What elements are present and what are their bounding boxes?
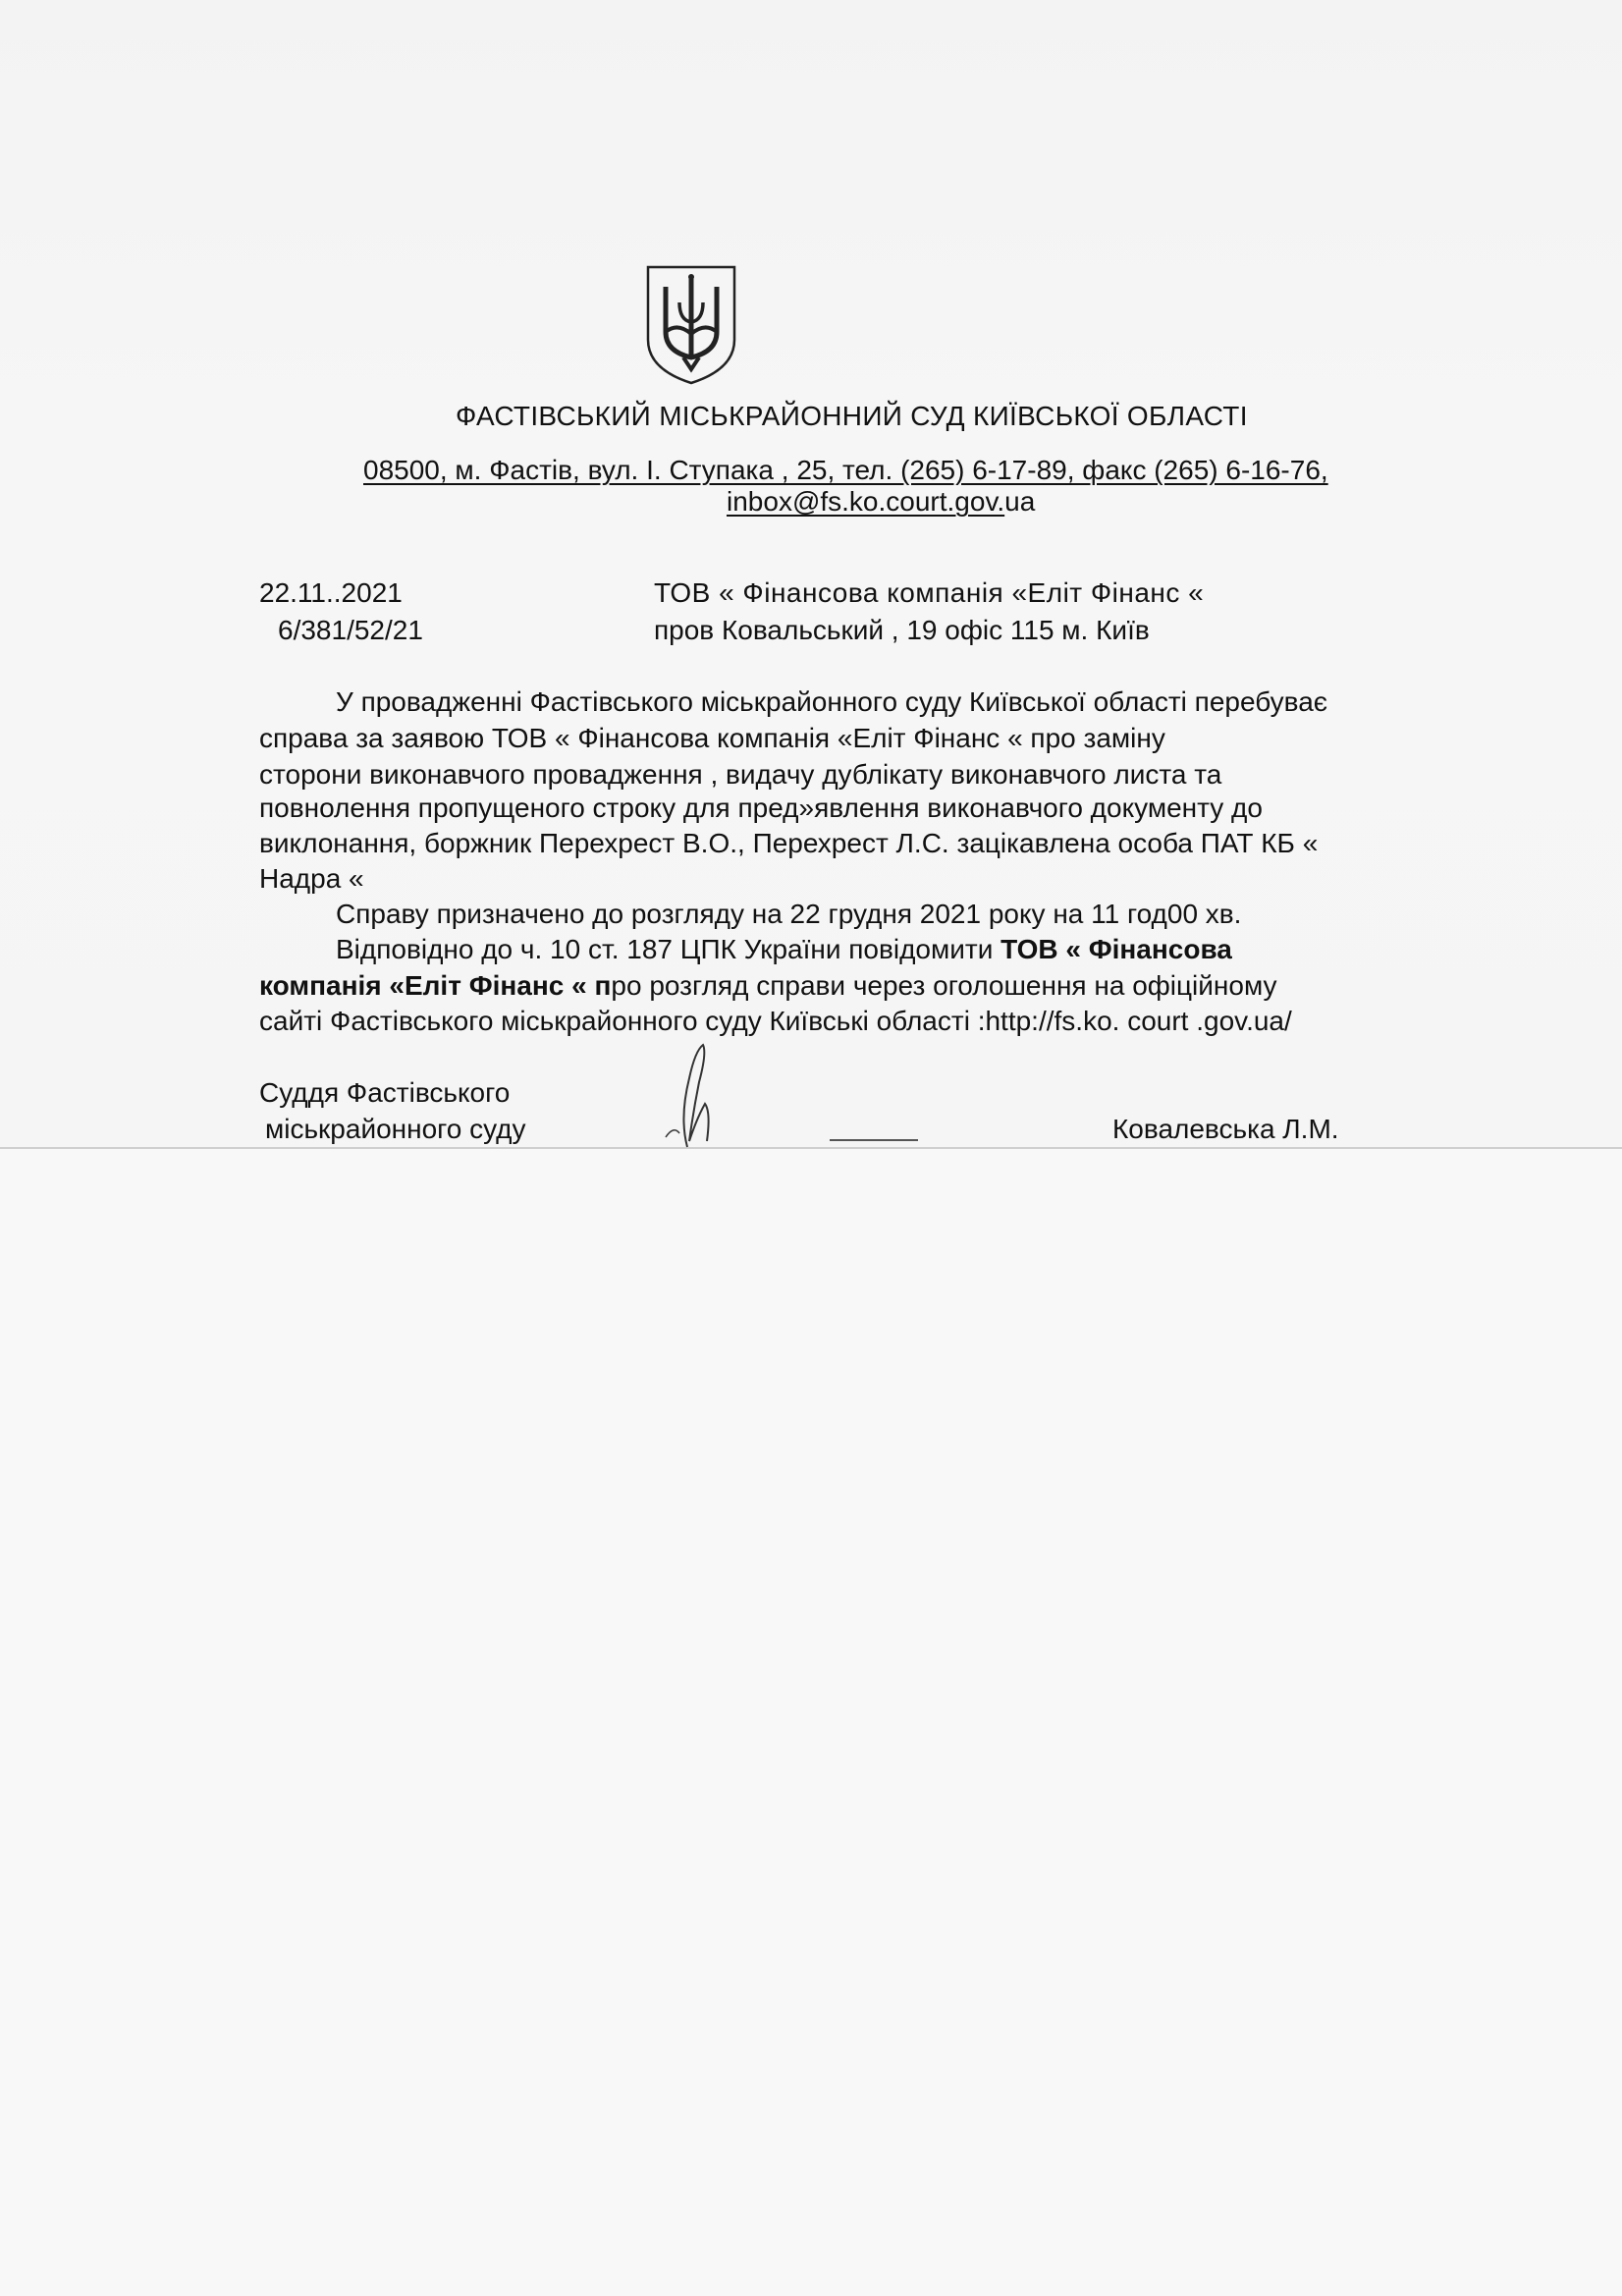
court-address: 08500, м. Фастів, вул. І. Ступака , 25, тел. (265) 6-17-89, факс (265) 6-16-76,: [363, 455, 1328, 485]
recipient-address: пров Ковальський , 19 офіс 115 м. Київ: [654, 615, 1150, 645]
body-line: Надра «: [259, 863, 364, 894]
notice-bold-p: п: [594, 970, 612, 1001]
blank-page-area: [0, 1149, 1622, 2296]
body-line: виклонання, боржник Перехрест В.О., Перехрест Л.С. зацікавлена особа ПАТ КБ «: [259, 828, 1319, 858]
notice-bold-company: компанія «Еліт Фінанс «: [259, 970, 587, 1001]
trident-coat-of-arms-icon: [644, 263, 738, 385]
body-line: сторони виконавчого провадження , видачу дублікату виконавчого листа та: [259, 759, 1222, 790]
notice-bold-tov: ТОВ « Фінансова: [1000, 934, 1232, 964]
judge-title-line2: міськрайонного суду: [265, 1114, 526, 1144]
judge-name: Ковалевська Л.М.: [1112, 1114, 1339, 1144]
body-line: У провадженні Фастівського міськрайонного суду Київської області перебуває: [336, 686, 1328, 717]
body-line: справа за заявою ТОВ « Фінансова компанія «Еліт Фінанс « про заміну: [259, 723, 1165, 753]
handwritten-signature-icon: [660, 1039, 729, 1149]
court-email-underlined: inbox@fs.ko.court.gov.: [727, 486, 1005, 517]
judge-title-line1: Суддя Фастівського: [259, 1077, 511, 1108]
court-email: [727, 485, 1035, 519]
notice-line-text: Відповідно до ч. 10 ст. 187 ЦПК України повідомити: [336, 934, 994, 964]
hearing-date-line: Справу призначено до розгляду на 22 грудня 2021 року на 11 год00 хв.: [336, 899, 1242, 929]
signature-line: [830, 1139, 918, 1141]
body-line: повнолення пропущеного строку для пред»явлення виконавчого документу до: [259, 793, 1263, 823]
website-line: сайті Фастівського міськрайонного суду Київські області :http://fs.ko. court .gov.ua/: [259, 1006, 1292, 1036]
recipient-name: ТОВ « Фінансова компанія «Еліт Фінанс «: [654, 577, 1205, 608]
court-email-tail: ua: [1004, 486, 1036, 517]
notice-after-bold: ро розгляд справи через оголошення на офіційному: [611, 970, 1277, 1001]
notice-line-2: [259, 969, 1277, 1003]
notice-line: [336, 933, 1232, 966]
case-number: 6/381/52/21: [278, 615, 423, 645]
court-name-heading: ФАСТІВСЬКИЙ МІСЬКРАЙОННИЙ СУД КИЇВСЬКОЇ ОБЛАСТІ: [456, 401, 1248, 431]
letter-date: 22.11..2021: [259, 577, 403, 608]
